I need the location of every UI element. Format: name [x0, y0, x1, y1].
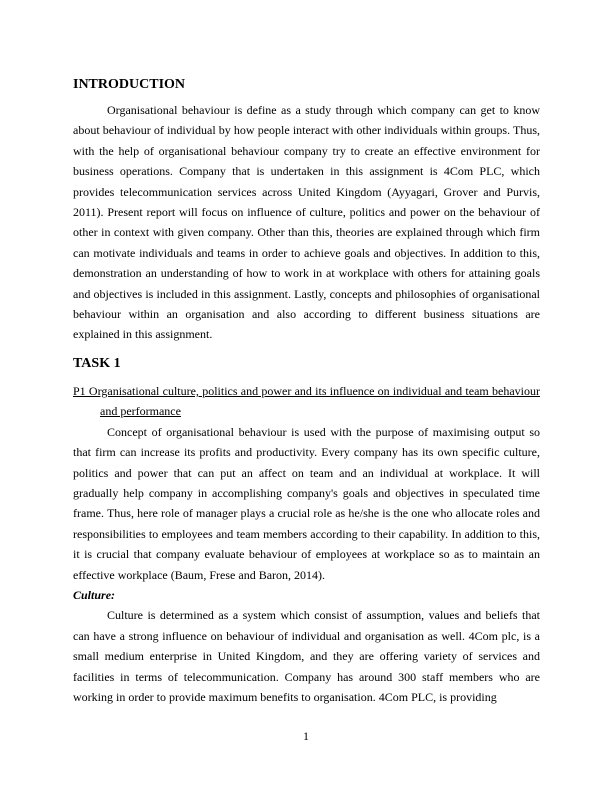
intro-heading: INTRODUCTION	[73, 77, 186, 92]
task1-heading: TASK 1	[73, 355, 121, 371]
task1-paragraph: Concept of organisational behaviour is used with the purpose of maximising output so that firm can increase its profits and productivity. Every company has its own specific culture, politics and power that can put an affect on team and an individual at workplace. It will gradually help company in accomplishing company's goals and objectives in speculated time frame. Thus, here role of manager plays a crucial role as he/she is the one who allocate roles and responsibilities to employees and team members according to their capability. In addition to this, it is crucial that company evaluate behaviour of employees at workplace so as to maintain an effective workplace (Baum, Frese and Baron, 2014).	[73, 424, 540, 582]
culture-heading: Culture:	[73, 587, 116, 602]
task1-subheading: P1 Organisational culture, politics and power and its influence on individual and team behaviour and performance	[73, 383, 540, 419]
page-number: 1	[303, 729, 309, 743]
document-page	[73, 76, 540, 707]
intro-paragraph: Organisational behaviour is define as a study through which company can get to know about behaviour of individual by how people interact with other individuals within groups. Thus, with the help of organisational behaviour company try to create an effective environment for business operations. Company that is undertaken in this assignment is 4Com PLC, which provides telecommunication services across United Kingdom (Ayyagari, Grover and Purvis, 2011). Present report will focus on influence of culture, politics and power on the behaviour of other in context with given company. Other than this, theories are explained through which firm can motivate individuals and teams in order to achieve goals and objectives. In addition to this, demonstration an understanding of how to work in at workplace with others for attaining goals and objectives is included in this assignment. Lastly, concepts and philosophies of organisational behaviour within an organisation and also according to different business situations are explained in this assignment.	[73, 103, 540, 342]
culture-paragraph: Culture is determined as a system which consist of assumption, values and beliefs that can have a strong influence on behaviour of individual and organisation as well. 4Com plc, is a small medium enterprise in United Kingdom, and they are offering variety of services and facilities in terms of telecommunication. Company has around 300 staff members who are working in order to provide maximum benefits to organisation. 4Com PLC, is providing	[73, 608, 540, 704]
